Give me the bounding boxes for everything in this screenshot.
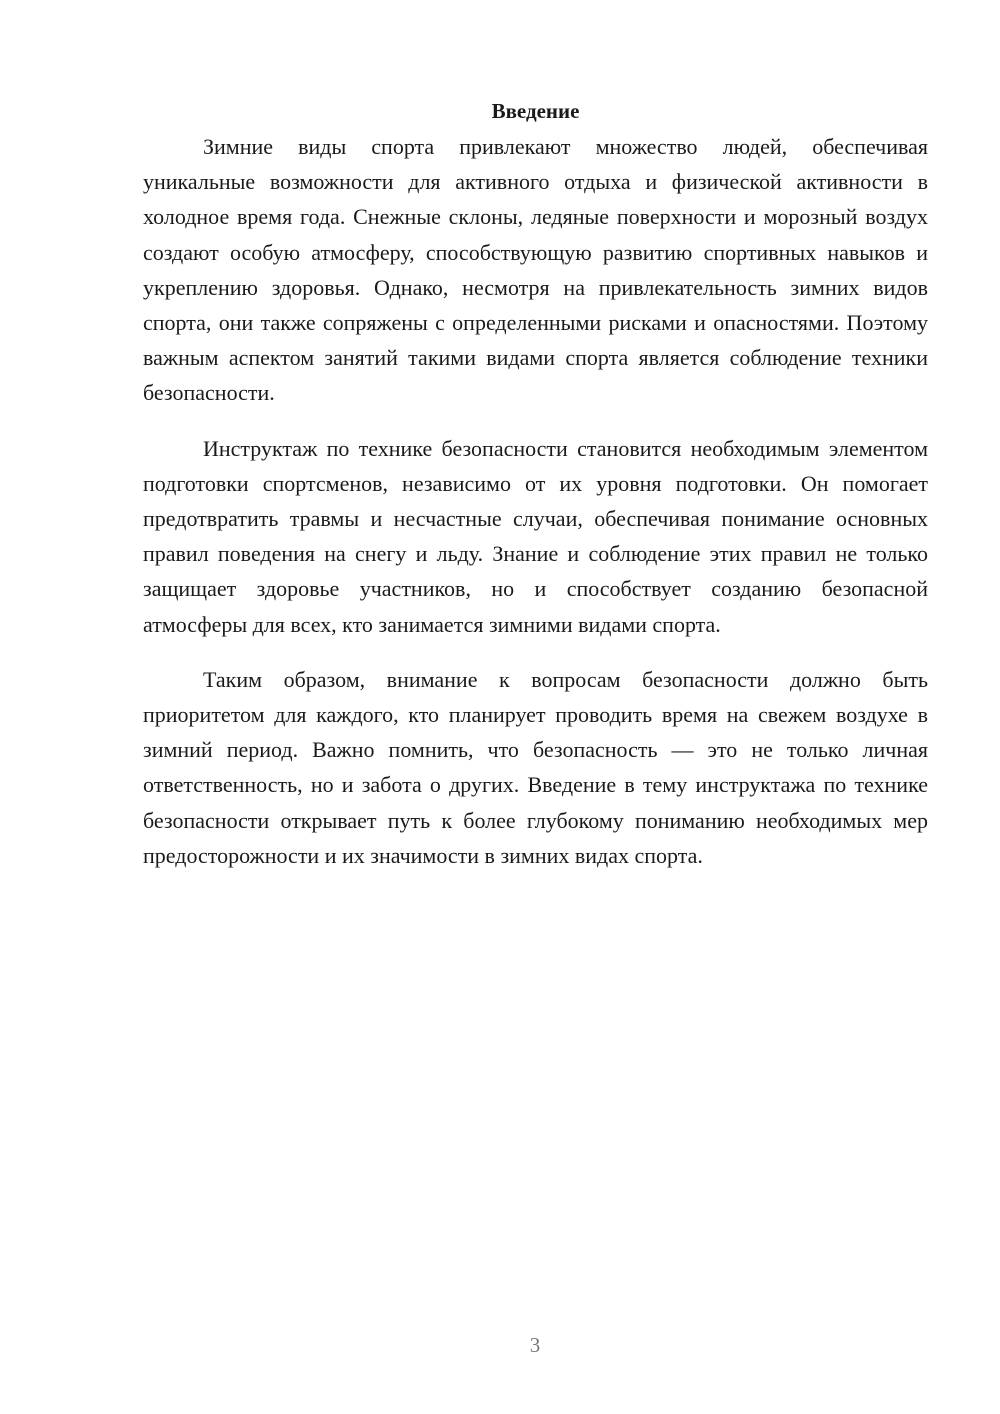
page-content	[143, 94, 928, 893]
paragraph-3: Таким образом, внимание к вопросам безопасности должно быть приоритетом для каждого, кто планирует проводить время на свежем воздухе в зимний период. Важно помнить, что безопасность — это не только личная ответственность, но и забота о других. Введение в тему инструктажа по технике безопасности открывает путь к более глубокому пониманию необходимых мер предосторожности и их значимости в зимних видах спорта.	[143, 666, 928, 868]
section-heading: Введение	[491, 99, 580, 123]
paragraph-2: Инструктаж по технике безопасности становится необходимым элементом подготовки спортсменов, независимо от их уровня подготовки. Он помогает предотвратить травмы и несчастные случаи, обеспечивая понимание основных правил поведения на снегу и льду. Знание и соблюдение этих правил не только защищает здоровье участников, но и способствует созданию безопасной атмосферы для всех, кто занимается зимними видами спорта.	[143, 435, 928, 637]
paragraph-1: Зимние виды спорта привлекают множество людей, обеспечивая уникальные возможности для активного отдыха и физической активности в холодное время года. Снежные склоны, ледяные поверхности и морозный воздух создают особую атмосферу, способствующую развитию спортивных навыков и укреплению здоровья. Однако, несмотря на привлекательность зимних видов спорта, они также сопряжены с определенными рисками и опасностями. Поэтому важным аспектом занятий такими видами спорта является соблюдение техники безопасности.	[143, 134, 928, 406]
page-number: 3	[529, 1333, 541, 1357]
